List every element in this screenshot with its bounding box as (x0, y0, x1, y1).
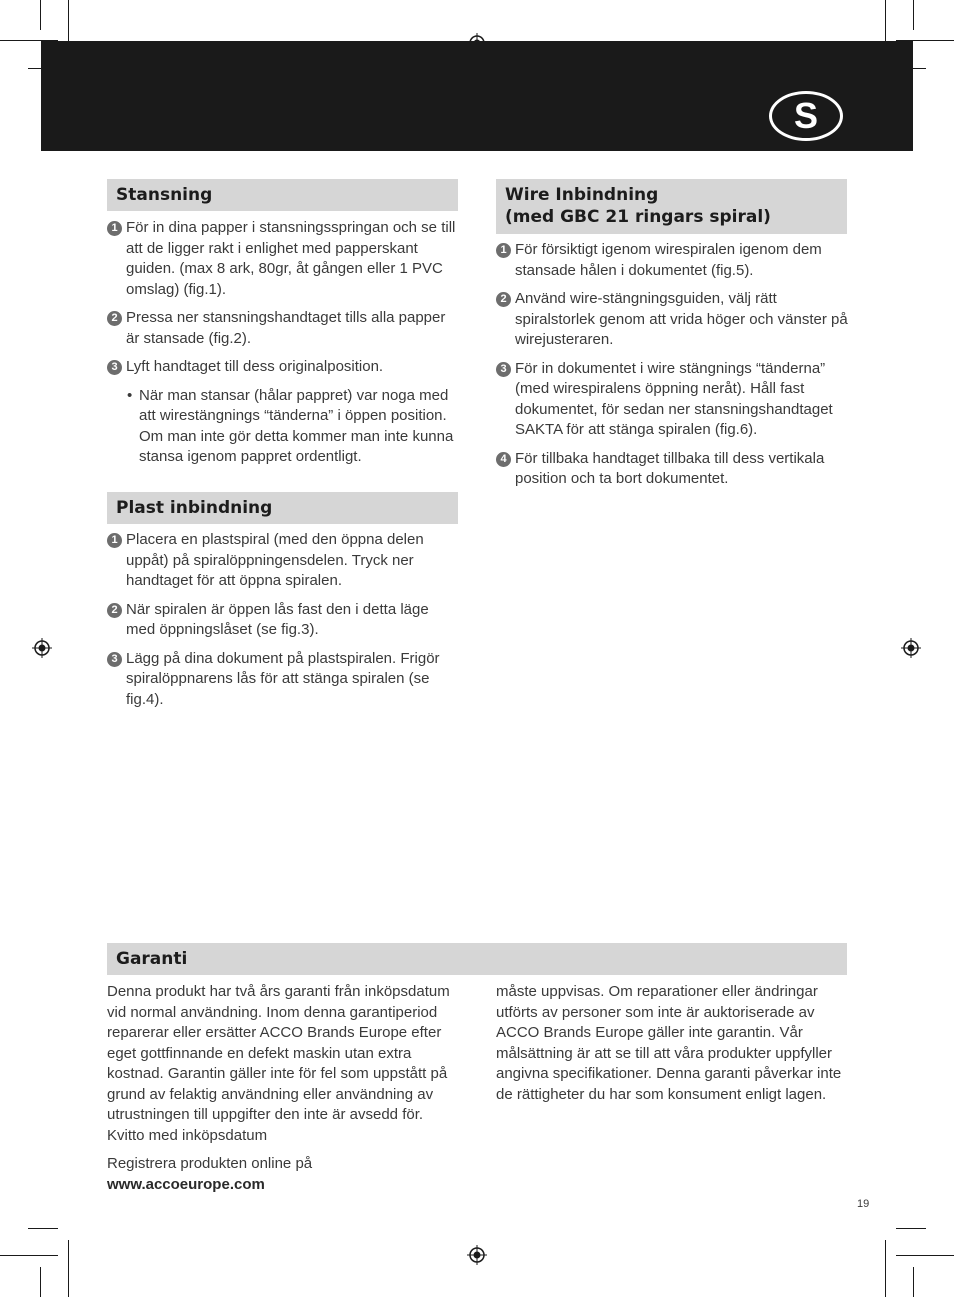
register-text: Registrera produkten online på (107, 1155, 313, 1172)
step-text: För in dina papper i stansningsspringan och se till att de ligger rakt i enlighet med papperskant guiden. (max 8 ark, 80gr, åt gången eller 1 PVC omslag) (fig.1). (126, 219, 456, 298)
step-text: För tillbaka handtaget tillbaka till dess vertikala position och ta bort dokumentet. (515, 449, 825, 487)
list-item (496, 359, 848, 441)
section-title-line: (med GBC 21 ringars spiral) (505, 207, 771, 227)
bullet-note (107, 386, 459, 468)
step-number: 4 (496, 452, 511, 467)
plast-content (107, 530, 459, 718)
register-line (107, 1154, 459, 1195)
page-number: 19 (857, 1198, 870, 1210)
section-title-stansning: Stansning (107, 179, 458, 211)
list-item (107, 357, 459, 378)
step-number: 1 (107, 533, 122, 548)
step-text: Lyft handtaget till dess originalposition. (126, 358, 384, 375)
crop-mark (40, 0, 41, 30)
step-text: När spiralen är öppen lås fast den i detta läge med öppningslåset (se fig.3). (126, 600, 429, 638)
register-link[interactable]: www.accoeurope.com (107, 1175, 265, 1193)
list-item (496, 449, 848, 490)
step-number: 3 (107, 652, 122, 667)
step-number: 2 (107, 603, 122, 618)
section-title-wire (496, 179, 847, 234)
registration-mark-icon (32, 638, 52, 658)
section-title-garanti: Garanti (107, 943, 847, 975)
step-number: 1 (496, 243, 511, 258)
crop-mark (885, 1240, 886, 1297)
registration-mark-icon (467, 1245, 487, 1265)
language-badge: S (769, 91, 843, 141)
step-text: Placera en plastspiral (med den öppna delen uppåt) på spiralöppningensdelen. Tryck ner handtaget för att öppna spiralen. (126, 531, 424, 589)
step-text: För försiktigt igenom wirespiralen igenom dem stansade hålen i dokumentet (fig.5). (515, 241, 822, 279)
list-item (496, 289, 848, 351)
list-item (496, 240, 848, 281)
step-text: Använd wire-stängningsguiden, välj rätt spiralstorlek genom att vrida höger och vänster på wirejusteraren. (515, 290, 848, 348)
bullet-text: När man stansar (hålar pappret) var noga med att wirestängnings “tänderna” i öppen position. Om man inte gör detta kommer man inte kunna stansa igenom pappret ordentligt. (139, 386, 454, 465)
crop-mark (913, 1267, 914, 1297)
wire-content (496, 240, 848, 498)
garanti-paragraph: Denna produkt har två års garanti från inköpsdatum vid normal användning. Inom denna garantiperiod reparerar eller ersätter ACCO Brands Europe efter eget gottfinnande en defekt maskin utan extra kostnad. Garantin gäller inte för fel som uppstått på grund av felaktig användning eller användning av utrustningen till uppgifter den inte är avsedd för. Kvitto med inköpsdatum (107, 983, 450, 1144)
garanti-left-column (107, 982, 459, 1203)
section-title-line: Wire Inbindning (505, 185, 659, 205)
list-item (107, 649, 459, 711)
registration-mark-icon (901, 638, 921, 658)
list-item (107, 308, 459, 349)
step-text: Lägg på dina dokument på plastspiralen. Frigör spiralöppnarens lås för att stänga spiralen (se fig.4). (126, 649, 440, 708)
crop-mark (40, 1267, 41, 1297)
section-title-plast: Plast inbindning (107, 492, 458, 524)
step-number: 2 (107, 311, 122, 326)
list-item (107, 218, 459, 300)
garanti-right-column (496, 982, 848, 1113)
list-item (107, 530, 459, 592)
crop-mark (28, 1228, 58, 1229)
list-item (107, 600, 459, 641)
step-number: 2 (496, 292, 511, 307)
crop-mark (68, 1240, 69, 1297)
step-text: För in dokumentet i wire stängnings “tänderna” (med wirespiralens öppning neråt). Håll fast dokumentet, för sedan ner stansningshandtaget SAKTA för att stänga spiralen (fig.6). (515, 359, 833, 438)
step-number: 1 (107, 221, 122, 236)
bullet-icon: • (127, 386, 133, 404)
crop-mark (0, 1255, 58, 1256)
crop-mark (913, 0, 914, 30)
crop-mark (896, 1228, 926, 1229)
step-number: 3 (496, 362, 511, 377)
step-number: 3 (107, 360, 122, 375)
garanti-paragraph: måste uppvisas. Om reparationer eller ändringar utförts av personer som inte är auktoriserade av ACCO Brands Europe gäller inte garantin. Vår målsättning är att se till att våra produkter uppfyller angivna specifikationer. Denna garanti påverkar inte de rättigheter du har som konsument enligt lagen. (496, 983, 842, 1103)
step-text: Pressa ner stansningshandtaget tills alla papper är stansade (fig.2). (126, 309, 446, 347)
stansning-content (107, 218, 459, 468)
crop-mark (896, 1255, 954, 1256)
